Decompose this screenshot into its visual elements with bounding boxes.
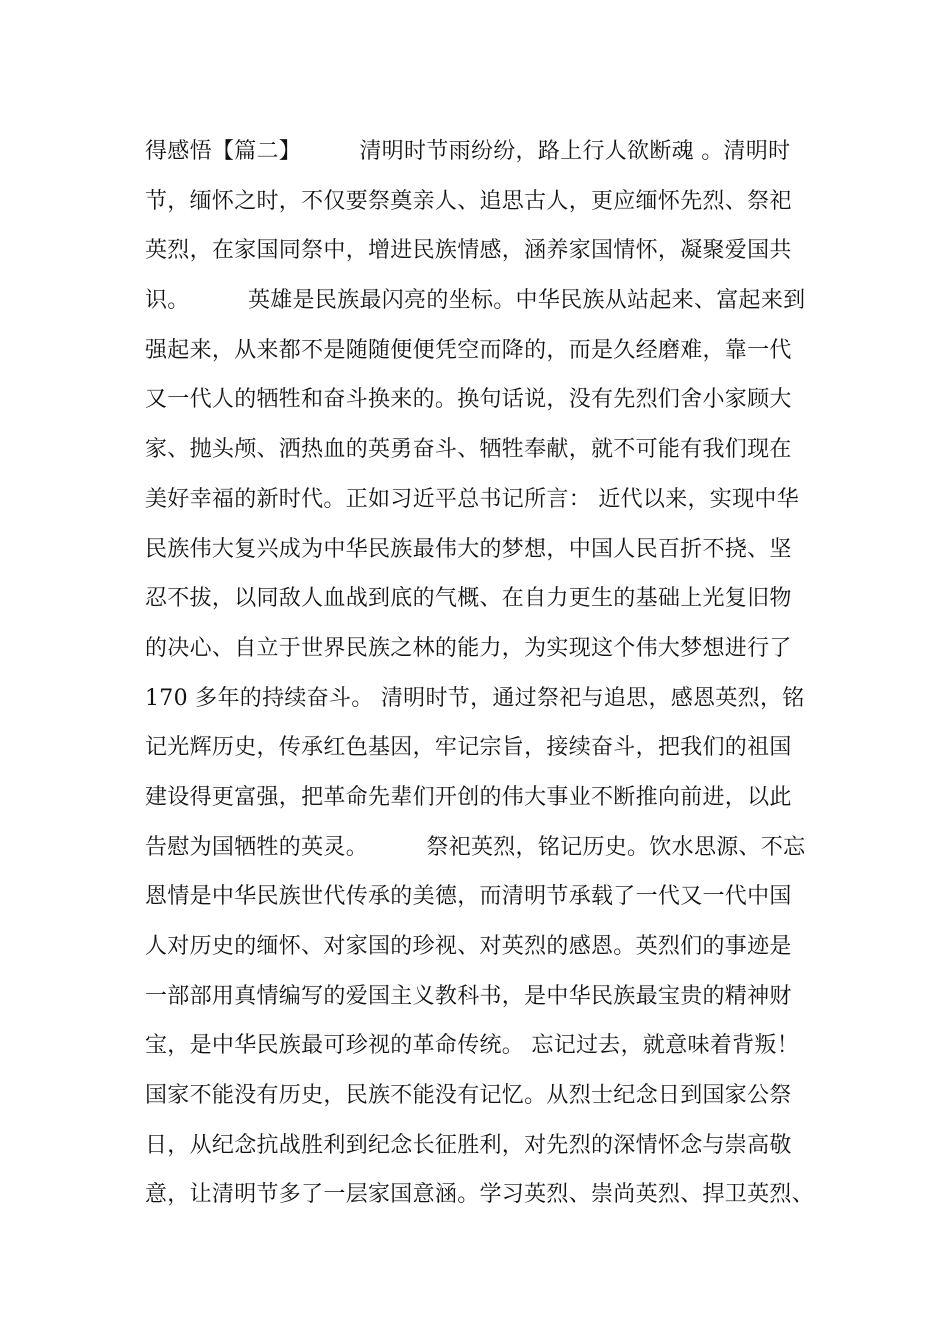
text-line: 告慰为国牺牲的英灵。 祭祀英烈，铭记历史。饮水思源、不忘	[145, 834, 806, 860]
text-line: 恩情是中华民族世代传承的美德，而清明节承载了一代又一代中国	[145, 884, 792, 910]
text-line: 一部部用真情编写的爱国主义教科书，是中华民族最宝贵的精神财	[145, 983, 792, 1009]
text-line: 民族伟大复兴成为中华民族最伟大的梦想，中国人民百折不挠、坚	[145, 536, 792, 562]
text-line: 美好幸福的新时代。正如习近平总书记所言： 近代以来，实现中华	[145, 486, 799, 512]
text-line: 意，让清明节多了一层家国意涵。学习英烈、崇尚英烈、捍卫英烈、	[145, 1182, 815, 1208]
text-line: 建设得更富强，把革命先辈们开创的伟大事业不断推向前进，以此	[145, 784, 792, 810]
text-line: 得感悟【篇二】 清明时节雨纷纷，路上行人欲断魂 。清明时	[145, 139, 791, 164]
text-line: 识。 英雄是民族最闪亮的坐标。中华民族从站起来、富起来到	[145, 288, 806, 314]
text-line: 家、抛头颅、洒热血的英勇奋斗、牺牲奉献，就不可能有我们现在	[145, 437, 792, 463]
text-line: 人对历史的缅怀、对家国的珍视、对英烈的感恩。英烈们的事迹是	[145, 934, 792, 959]
text-line: 英烈，在家国同祭中，增进民族情感，涵养家国情怀，凝聚爱国共	[145, 238, 792, 264]
text-line: 日，从纪念抗战胜利到纪念长征胜利，对先烈的深情怀念与崇高敬	[145, 1132, 792, 1158]
text-line: 又一代人的牺牲和奋斗换来的。换句话说，没有先烈们舍小家顾大	[145, 387, 792, 413]
text-line: 的决心、自立于世界民族之林的能力，为实现这个伟大梦想进行了	[145, 635, 792, 661]
text-line: 强起来，从来都不是随随便便凭空而降的，而是久经磨难，靠一代	[145, 337, 792, 363]
text-line: 记光辉历史，传承红色基因，牢记宗旨，接续奋斗，把我们的祖国	[145, 735, 792, 761]
text-line: 国家不能没有历史，民族不能没有记忆。从烈士纪念日到国家公祭	[145, 1083, 792, 1109]
text-line: 节，缅怀之时，不仅要祭奠亲人、追思古人，更应缅怀先烈、祭祀	[145, 188, 792, 214]
body-text	[145, 132, 845, 1225]
text-line: 170 多年的持续奋斗。 清明时节，通过祭祀与追思，感恩英烈，铭	[145, 685, 805, 711]
text-line: 忍不拔，以同敌人血战到底的气概、在自力更生的基础上光复旧物	[145, 586, 792, 612]
text-line: 宝，是中华民族最可珍视的革命传统。 忘记过去，就意味着背叛！	[145, 1033, 799, 1059]
